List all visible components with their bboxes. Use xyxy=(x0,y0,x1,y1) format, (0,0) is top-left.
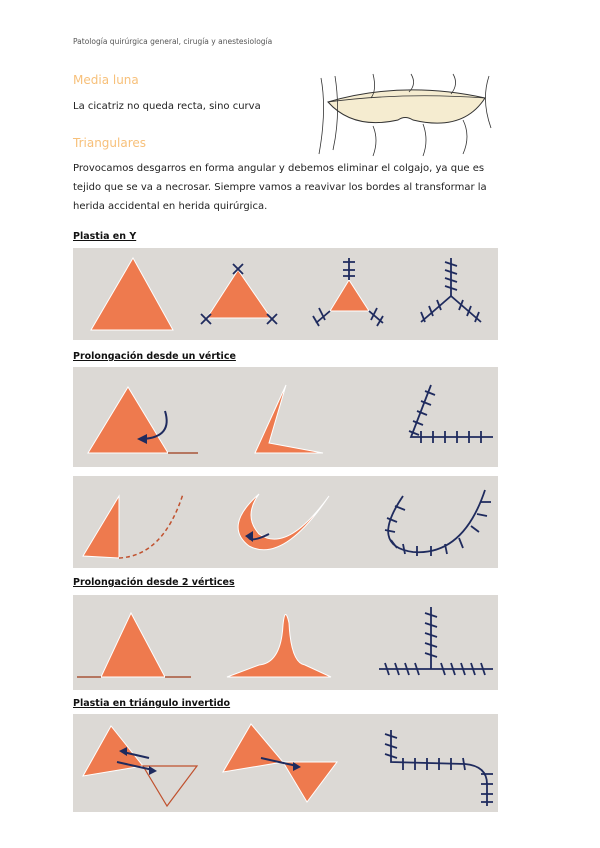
prolongacion-vertice-photo-1 xyxy=(73,367,498,467)
triangulares-text: Provocamos desgarros en forma angular y debemos eliminar el colgajo, ya que es tejido que se va a necrosar. Siempre vamos a reavivar los bordes al transformar la herida accidental en herida quirúrgica. xyxy=(73,163,487,212)
media-luna-text: La cicatriz no queda recta, sino curva xyxy=(73,101,261,112)
prolongacion-vertice-photo-2 xyxy=(73,476,498,568)
prolongacion-2-vertices-photo xyxy=(73,595,498,690)
section-title-triangulo-invertido: Plastia en triángulo invertido xyxy=(73,698,231,709)
triangulo-invertido-photo xyxy=(73,714,498,812)
section-title-plastia-y: Plastia en Y xyxy=(73,231,137,242)
section-title-prolongacion-2-vertices: Prolongación desde 2 vértices xyxy=(73,577,235,588)
section-title-prolongacion-vertice: Prolongación desde un vértice xyxy=(73,351,236,362)
section-title-triangulares: Triangulares xyxy=(73,136,147,150)
crescent-illustration xyxy=(313,70,498,158)
plastia-y-photo xyxy=(73,248,498,340)
section-title-media-luna: Media luna xyxy=(73,73,139,87)
running-header: Patología quirúrgica general, cirugía y anestesiología xyxy=(73,37,273,46)
